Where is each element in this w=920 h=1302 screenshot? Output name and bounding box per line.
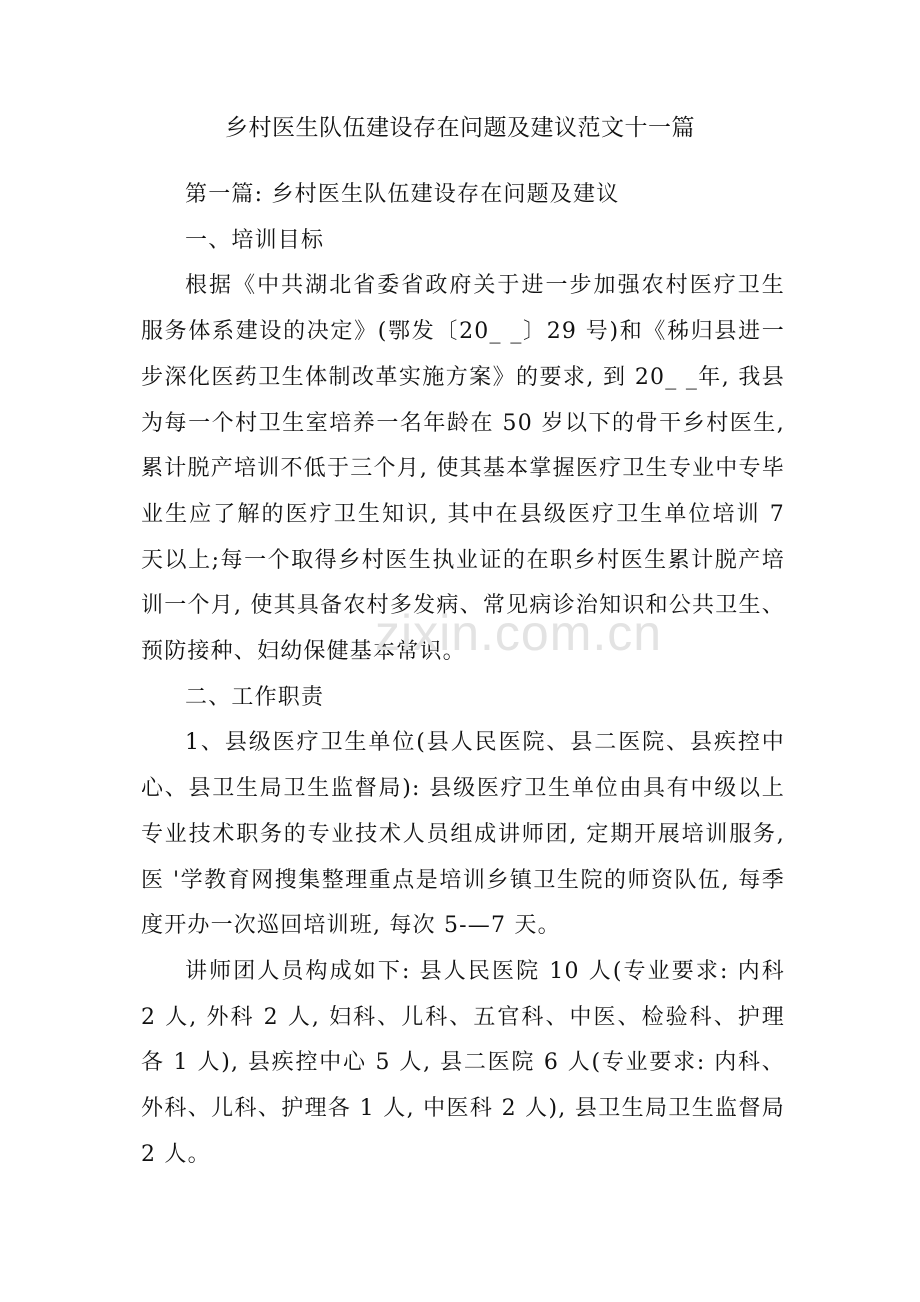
subsection-heading: 一、培训目标 bbox=[185, 227, 325, 253]
document-title: 乡村医生队伍建设存在问题及建议范文十一篇 bbox=[225, 115, 695, 141]
subsection-heading: 二、工作职责 bbox=[185, 684, 325, 710]
watermark: zixin.com.cn bbox=[375, 605, 663, 661]
paragraph: 根据《中共湖北省委省政府关于进一步加强农村医疗卫生服务体系建设的决定》(鄂发〔20_ _〕29 号)和《秭归县进一步深化医药卫生体制改革实施方案》的要求, 到 20_ _年, 我县为每一个村卫生室培养一名年龄在 50 岁以下的骨干乡村医生, 累计脱产培训不低于三个月, 使其基本掌握医疗卫生专业中专毕业生应了解的医疗卫生知识, 其中在县级医疗卫生单位培训 7 天以上;每一个取得乡村医生执业证的在职乡村医生累计脱产培训一个月, 使其具备农村多发病、常见病诊治知识和公共卫生、预防接种、妇幼保健基本常识。 bbox=[141, 273, 785, 665]
paragraph: 讲师团人员构成如下: 县人民医院 10 人(专业要求: 内科 2 人, 外科 2 人, 妇科、儿科、五官科、中医、检验科、护理各 1 人), 县疾控中心 5 人, 县二医院 6 人(专业要求: 内科、外科、儿科、护理各 1 人, 中医科 2 人), 县卫生局卫生监督局 2 人。 bbox=[141, 958, 785, 1167]
document-body bbox=[141, 172, 785, 1177]
section-heading: 第一篇: 乡村医生队伍建设存在问题及建议 bbox=[185, 182, 620, 207]
paragraph: 1、县级医疗卫生单位(县人民医院、县二医院、县疾控中心、县卫生局卫生监督局): 县级医疗卫生单位由具有中级以上专业技术职务的专业技术人员组成讲师团, 定期开展培训服务, 医 '学教育网搜集整理重点是培训乡镇卫生院的师资队伍, 每季度开办一次巡回培训班, 每次 5-—7 天。 bbox=[141, 730, 785, 939]
